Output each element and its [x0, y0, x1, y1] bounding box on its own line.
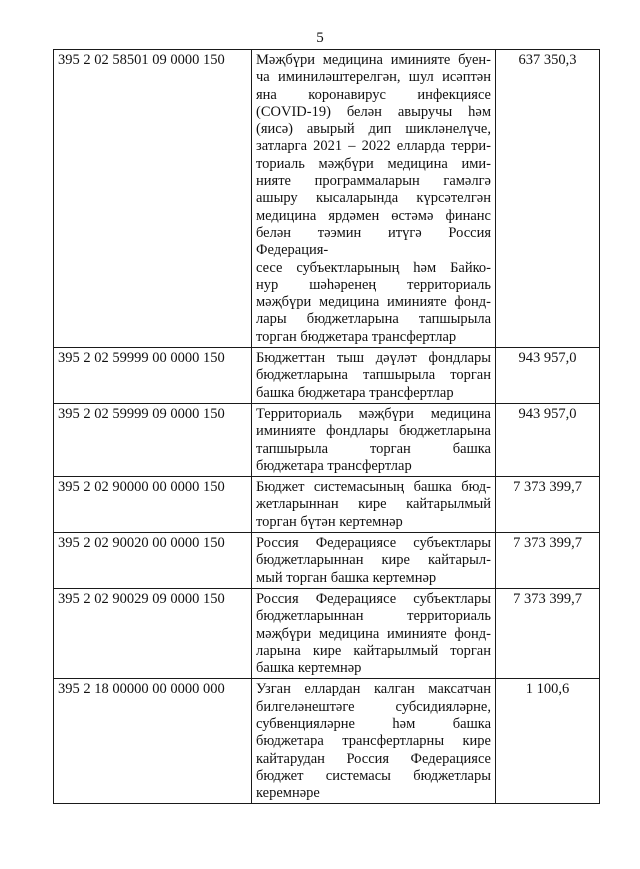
name-line: (COVID-19) белән авыручы һәм: [256, 103, 491, 120]
name-line: медицина ярдәмен өстәмә финанс: [256, 207, 491, 224]
name-line: белән тәэмин итүгә Россия Федерация-: [256, 224, 491, 259]
name-line: тапшырыла торган башка: [256, 440, 491, 457]
name-line: Территориаль мәҗбүри медицина: [256, 405, 491, 422]
name-line: керемнәре: [256, 785, 320, 802]
name-line: ча иминиләштерелгән, шул исәптән: [256, 69, 491, 86]
budget-code-cell: 395 2 02 90000 00 0000 150: [54, 477, 252, 533]
budget-code-cell: 395 2 02 58501 09 0000 150: [54, 50, 252, 348]
table-row: [54, 588, 600, 678]
name-line: Россия Федерациясе субъектлары: [256, 590, 491, 607]
budget-amount-cell: 7 373 399,7: [496, 533, 600, 589]
table-row: [54, 348, 600, 404]
name-line: торган бүтән кертемнәр: [256, 513, 403, 530]
budget-code-cell: 395 2 18 00000 00 0000 000: [54, 679, 252, 804]
budget-name-cell: [252, 403, 496, 476]
name-line: башка бюджетара трансфертлар: [256, 384, 454, 401]
budget-table: [53, 49, 600, 804]
name-line: (яисә) авырый дип шикләнелүче,: [256, 121, 491, 138]
name-line: лары бюджетларына тапшырыла: [256, 311, 491, 328]
name-line: яна коронавирус инфекциясе: [256, 86, 491, 103]
name-line: кайтарудан Россия Федерациясе: [256, 750, 491, 767]
budget-amount-cell: 7 373 399,7: [496, 588, 600, 678]
budget-name-cell: [252, 477, 496, 533]
budget-table-body: [54, 50, 600, 804]
name-line: бюджетларына тапшырыла торган: [256, 367, 491, 384]
budget-name-cell: [252, 588, 496, 678]
name-line: билгеләнештәге субсидияләрне,: [256, 698, 491, 715]
name-line: мәҗбүри медицина иминияте фонд-: [256, 294, 491, 311]
name-line: затларга 2021 – 2022 елларда терри-: [256, 138, 491, 155]
name-line: ториаль мәҗбүри медицина ими-: [256, 155, 491, 172]
budget-name-cell: [252, 679, 496, 804]
name-line: ашыру кысаларында күрсәтелгән: [256, 190, 491, 207]
name-line: башка кертемнәр: [256, 660, 362, 677]
budget-amount-cell: 7 373 399,7: [496, 477, 600, 533]
name-line: бюджетара трансфертларны кире: [256, 733, 491, 750]
name-line: бюджетларыннан территориаль: [256, 608, 491, 625]
budget-amount-cell: 637 350,3: [496, 50, 600, 348]
budget-code-cell: 395 2 02 59999 00 0000 150: [54, 348, 252, 404]
name-line: бюджетларыннан кире кайтарыл-: [256, 552, 491, 569]
table-row: [54, 403, 600, 476]
name-line: субвенцияләрне һәм башка: [256, 715, 491, 732]
name-line: бюджет системасы бюджетлары: [256, 767, 491, 784]
name-line: Россия Федерациясе субъектлары: [256, 535, 491, 552]
budget-amount-cell: 943 957,0: [496, 403, 600, 476]
name-line: сесе субъектларының һәм Байко-: [256, 259, 491, 276]
name-line: Мәҗбүри медицина иминияте буен-: [256, 52, 491, 68]
name-line: мый торган башка кертемнәр: [256, 569, 437, 586]
table-row: [54, 533, 600, 589]
budget-name-cell: [252, 533, 496, 589]
budget-amount-cell: 1 100,6: [496, 679, 600, 804]
name-line: торган бюджетара трансфертлар: [256, 328, 457, 345]
name-line: жетларыннан кире кайтарылмый: [256, 496, 491, 513]
name-line: мәҗбүри медицина иминияте фонд-: [256, 625, 491, 642]
budget-name-cell: [252, 348, 496, 404]
name-line: Узган еллардан калган максатчан: [256, 681, 491, 698]
name-line: нур шәһәренең территориаль: [256, 276, 491, 293]
budget-code-cell: 395 2 02 90020 00 0000 150: [54, 533, 252, 589]
budget-amount-cell: 943 957,0: [496, 348, 600, 404]
name-line: нияте программаларын гамәлгә: [256, 173, 491, 190]
budget-name-cell: [252, 50, 496, 348]
name-line: Бюджеттан тыш дәүләт фондлары: [256, 350, 491, 367]
name-line: ларына кире кайтарылмый торган: [256, 642, 491, 659]
page-number: 5: [316, 30, 324, 46]
table-row: [54, 50, 600, 348]
table-row: [54, 477, 600, 533]
name-line: бюджетара трансфертлар: [256, 457, 412, 474]
budget-code-cell: 395 2 02 90029 09 0000 150: [54, 588, 252, 678]
table-row: [54, 679, 600, 804]
name-line: Бюджет системасының башка бюд-: [256, 479, 491, 496]
name-line: иминияте фондлары бюджетларына: [256, 423, 491, 440]
budget-code-cell: 395 2 02 59999 09 0000 150: [54, 403, 252, 476]
